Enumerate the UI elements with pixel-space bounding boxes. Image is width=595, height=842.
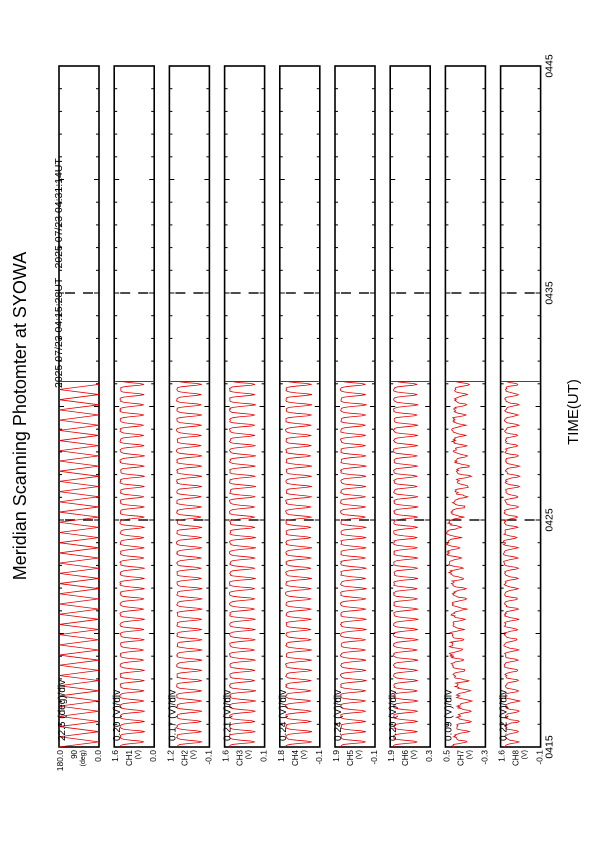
panel-scale-label: 0.20 (V)/div	[112, 689, 124, 741]
panel-9	[497, 66, 545, 766]
x-tick-label: 0445	[543, 54, 556, 78]
y-max-label: 180.0	[55, 750, 65, 772]
y-mid-label: 90	[70, 750, 79, 759]
y-mid-label: CH2	[180, 750, 190, 767]
panels-group	[55, 66, 545, 771]
y-mid-label: CH8	[511, 750, 521, 767]
panel-2	[110, 66, 158, 766]
panel-3	[165, 66, 213, 766]
x-tick-label: 0425	[543, 508, 556, 532]
trace-line	[176, 382, 202, 747]
panel-scale-label: 0.21 (V)/div	[222, 689, 234, 741]
y-max-label: 1.8	[275, 750, 286, 762]
y-mid-label: CH1	[125, 750, 135, 767]
y-unit-label: (V)	[411, 750, 419, 760]
panel-8	[441, 66, 489, 766]
panel-scale-label: 0.24 (V)/div	[277, 689, 289, 741]
trace-line	[120, 382, 145, 747]
panel-frame	[390, 66, 430, 747]
trace-line	[340, 382, 366, 747]
x-tick-label: 0415	[543, 735, 556, 759]
panel-frame	[445, 66, 485, 747]
time-range-label: 2025 07/23 04:15:28UT - 2025 07/23 04:31:14UT	[53, 158, 65, 388]
y-min-label: 0.0	[93, 750, 103, 762]
y-unit-label: (V)	[190, 750, 198, 760]
y-unit-label: (deg)	[80, 750, 87, 767]
panel-scale-label: 0.20 (V)/div	[388, 689, 400, 741]
y-max-label: 1.6	[110, 750, 121, 762]
y-mid-label: CH6	[401, 750, 411, 767]
y-min-label: -0.1	[534, 750, 545, 765]
y-min-label: -0.1	[369, 750, 379, 765]
y-unit-label: (V)	[356, 750, 363, 760]
y-min-label: 0.0	[148, 750, 159, 762]
y-max-label: 1.6	[220, 750, 231, 762]
panel-5	[276, 66, 324, 766]
y-unit-label: (V)	[300, 750, 308, 760]
panel-scale-label: 0.24 (V)/div	[333, 689, 344, 741]
panel-scale-label: 0.17 (V)/div	[167, 689, 179, 741]
panel-6	[331, 66, 379, 766]
y-min-label: -0.1	[313, 750, 324, 765]
panel-4	[221, 66, 269, 766]
panel-frame	[59, 66, 99, 747]
x-tick-label: 0435	[543, 281, 556, 305]
y-max-label: 1.6	[496, 750, 507, 762]
x-axis-label: TIME(UT)	[565, 379, 582, 445]
y-mid-label: CH5	[346, 750, 355, 767]
panel-scale-label: 22.5 (deg)/div	[57, 679, 68, 741]
y-min-label: 0.1	[258, 750, 269, 762]
panel-frame	[498, 66, 541, 747]
x-tick-labels	[544, 54, 556, 759]
y-mid-label: CH7	[456, 750, 466, 767]
y-unit-label: (V)	[466, 750, 474, 760]
y-min-label: -0.3	[479, 750, 490, 765]
panel-scale-label: 0.09 (V)/div	[443, 689, 455, 741]
y-max-label: 1.9	[386, 750, 397, 762]
y-mid-label: CH4	[290, 750, 300, 767]
y-mid-label: CH3	[235, 750, 245, 767]
y-max-label: 1.9	[331, 750, 341, 762]
y-unit-label: (V)	[521, 750, 529, 760]
y-max-label: 1.2	[165, 750, 176, 762]
trace-line	[285, 382, 311, 747]
panel-7	[386, 66, 434, 766]
y-unit-label: (V)	[245, 750, 253, 760]
y-unit-label: (V)	[135, 750, 143, 760]
y-min-label: -0.1	[203, 750, 214, 765]
y-max-label: 0.5	[441, 750, 452, 762]
panel-scale-label: 0.22 (V)/div	[498, 689, 510, 741]
chart-title: Meridian Scanning Photomter at SYOWA	[10, 251, 30, 581]
y-min-label: 0.3	[424, 750, 435, 762]
